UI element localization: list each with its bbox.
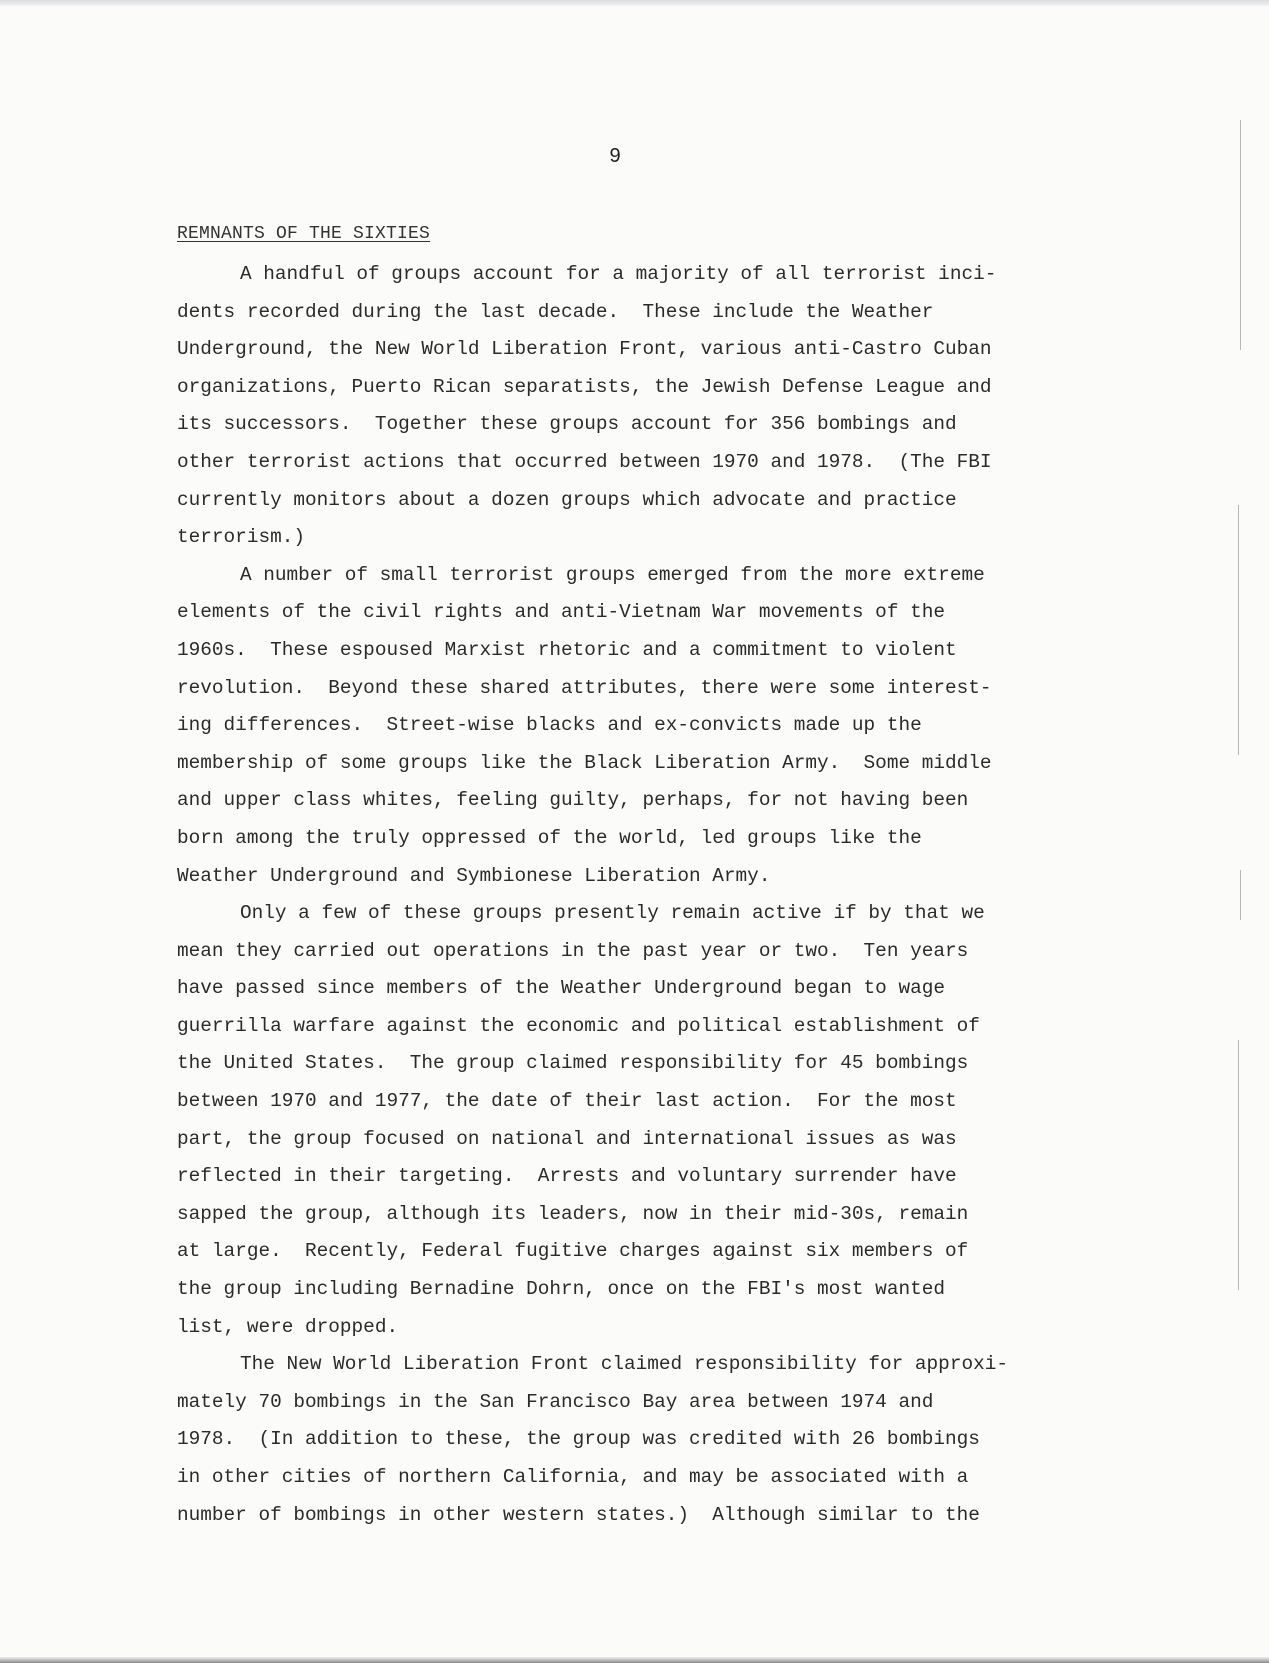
text-line: part, the group focused on national and international issues as was (177, 1127, 957, 1150)
text-line: between 1970 and 1977, the date of their last action. For the most (177, 1090, 957, 1113)
text-line: organizations, Puerto Rican separatists, the Jewish Defense League and (177, 375, 992, 398)
text-line: membership of some groups like the Black Liberation Army. Some middle (177, 751, 992, 774)
text-line: born among the truly oppressed of the world, led groups like the (177, 826, 922, 849)
text-line: dents recorded during the last decade. These include the Weather (177, 300, 934, 323)
page-number: 9 (609, 145, 621, 167)
text-line: ing differences. Street-wise blacks and ex-convicts made up the (177, 714, 922, 737)
paragraph-first-line: The New World Liberation Front claimed responsibility for approxi- (240, 1353, 1008, 1376)
text-line: reflected in their targeting. Arrests and voluntary surrender have (177, 1165, 957, 1188)
scan-margin-mark (1238, 505, 1239, 755)
text-line: the United States. The group claimed responsibility for 45 bombings (177, 1052, 969, 1075)
paragraph-first-line: Only a few of these groups presently remain active if by that we (240, 902, 985, 925)
text-line: 1978. (In addition to these, the group was credited with 26 bombings (177, 1428, 980, 1451)
scan-margin-mark (1240, 870, 1241, 920)
text-line: sapped the group, although its leaders, now in their mid-30s, remain (177, 1202, 969, 1225)
scan-bottom-edge (0, 1657, 1269, 1663)
text-line: Weather Underground and Symbionese Liberation Army. (177, 864, 771, 887)
text-line: list, were dropped. (177, 1315, 399, 1338)
text-line: and upper class whites, feeling guilty, perhaps, for not having been (177, 789, 969, 812)
scan-margin-mark (1238, 1040, 1239, 1290)
section-heading: REMNANTS OF THE SIXTIES (177, 224, 431, 244)
text-line: at large. Recently, Federal fugitive charges against six members of (177, 1240, 969, 1263)
scan-margin-mark (1240, 120, 1241, 350)
text-line: number of bombings in other western states.) Although similar to the (177, 1503, 980, 1526)
text-line: mately 70 bombings in the San Francisco Bay area between 1974 and (177, 1390, 934, 1413)
paragraph-first-line: A handful of groups account for a majority of all terrorist inci- (240, 263, 997, 285)
paragraph-first-line: A number of small terrorist groups emerged from the more extreme (240, 563, 985, 586)
text-line: mean they carried out operations in the past year or two. Ten years (177, 939, 969, 962)
text-line: in other cities of northern California, and may be associated with a (177, 1466, 969, 1488)
text-line: the group including Bernadine Dohrn, once on the FBI's most wanted (177, 1278, 945, 1301)
text-line: elements of the civil rights and anti-Vietnam War movements of the (177, 601, 945, 624)
scan-top-edge (0, 0, 1269, 6)
text-line: its successors. Together these groups account for 356 bombings and (177, 413, 957, 436)
text-line: other terrorist actions that occurred between 1970 and 1978. (The FBI (177, 450, 992, 473)
text-line: Underground, the New World Liberation Front, various anti-Castro Cuban (177, 338, 992, 361)
text-line: have passed since members of the Weather Underground began to wage (177, 977, 945, 1000)
body-text (177, 256, 1077, 1534)
text-line: guerrilla warfare against the economic and political establishment of (177, 1014, 980, 1037)
text-line: terrorism.) (177, 526, 305, 549)
text-line: currently monitors about a dozen groups which advocate and practice (177, 488, 957, 511)
text-line: 1960s. These espoused Marxist rhetoric and a commitment to violent (177, 638, 957, 661)
text-line: revolution. Beyond these shared attributes, there were some interest- (177, 676, 992, 699)
